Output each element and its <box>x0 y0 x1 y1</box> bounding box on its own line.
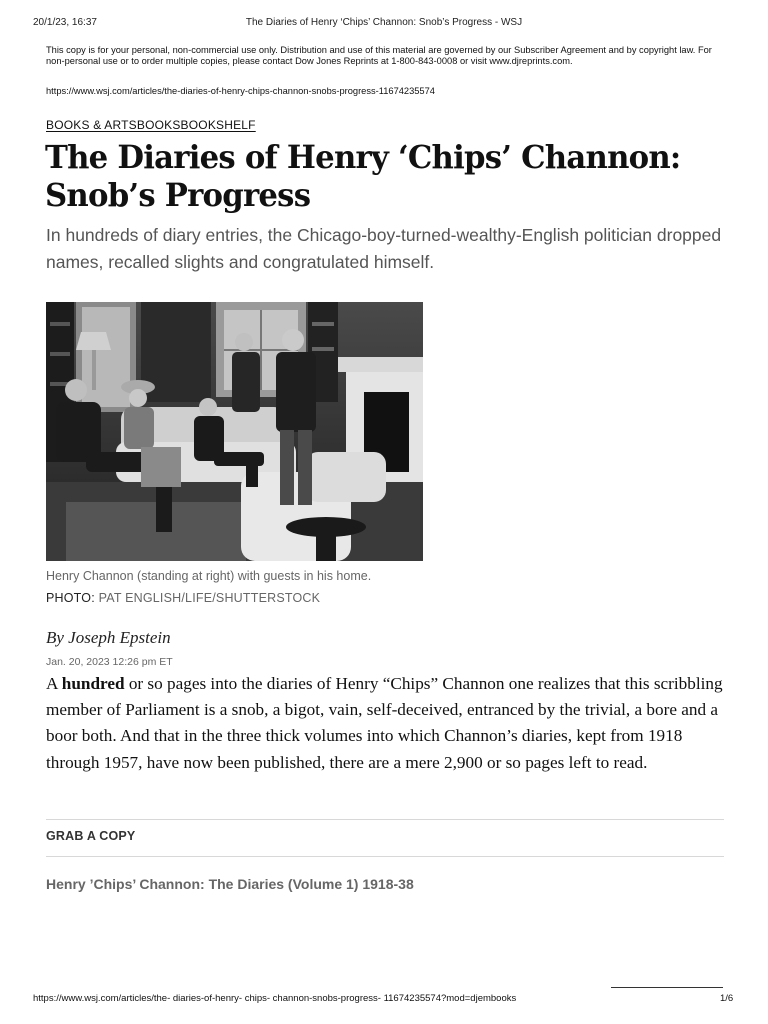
divider <box>46 856 724 857</box>
byline: By Joseph Epstein <box>46 628 171 647</box>
article-photo <box>46 302 423 561</box>
page-number: 1/6 <box>720 993 734 1004</box>
photo-caption: Henry Channon (standing at right) with guests in his home. <box>46 569 372 583</box>
body-text: or so pages into the diaries of Henry “Chips” Channon one realizes that this scribbling member of Parliament is a snob, a bigot, vain, self-deceived, entranced by the trivial, a bore and a boor both. And that in the three thick volumes into which Channon’s diaries, kept from 1918 through 1957, have now been published, there are a mere 2,900 or so pages left to read. <box>46 674 723 772</box>
copyright-notice: This copy is for your personal, non-commercial use only. Distribution and use of this material are governed by our Subscriber Agreement and by copyright law. For non-personal use or to order multiple copies, please contact Dow Jones Reprints at 1-800-843-0008 or visit www.djreprints.com. <box>46 45 712 66</box>
article-dek: In hundreds of diary entries, the Chicago-boy-turned-wealthy-English politician dropped names, recalled slights and congratulated himself. <box>46 225 722 272</box>
article-date: Jan. 20, 2023 12:26 pm ET <box>46 656 173 668</box>
section-kicker-link[interactable]: BOOKS & ARTSBOOKSBOOKSHELF <box>46 118 256 132</box>
article-headline: The Diaries of Henry ‘Chips’ Channon: Snob’s Progress <box>45 138 681 214</box>
footer-divider <box>611 987 723 988</box>
divider <box>46 819 724 820</box>
body-link-hundred[interactable]: hundred <box>61 674 125 693</box>
photo-credit-text: PAT ENGLISH/LIFE/SHUTTERSTOCK <box>98 591 321 605</box>
grab-a-copy-link[interactable]: GRAB A COPY <box>46 829 136 843</box>
footer-url: https://www.wsj.com/articles/the- diaries-of-henry- chips- channon-snobs-progress- 11674235574?mod=djembooks <box>33 993 517 1004</box>
photo-credit-label: PHOTO: <box>46 591 95 605</box>
photo-credit <box>46 591 320 605</box>
print-header <box>0 17 768 31</box>
article-body-paragraph <box>46 671 726 776</box>
book-title-link[interactable]: Henry ’Chips’ Channon: The Diaries (Volume 1) 1918-38 <box>46 876 414 892</box>
article-url-link[interactable]: https://www.wsj.com/articles/the-diaries-of-henry-chips-channon-snobs-progress-11674235574 <box>46 86 435 96</box>
body-lead-word: A <box>46 674 58 693</box>
print-timestamp: 20/1/23, 16:37 <box>33 17 97 28</box>
print-page-title: The Diaries of Henry ‘Chips’ Channon: Snob’s Progress - WSJ <box>245 17 523 28</box>
